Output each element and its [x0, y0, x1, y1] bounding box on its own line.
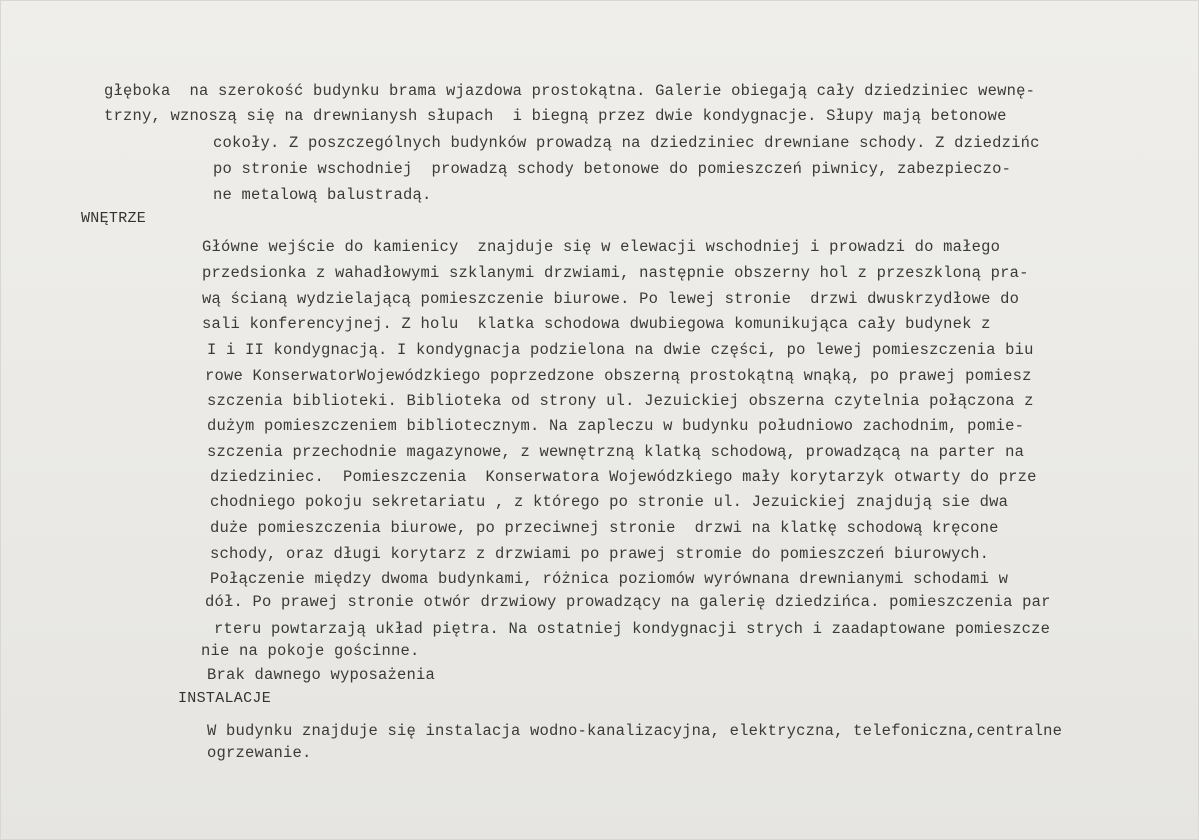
- interior-line-15: dół. Po prawej stronie otwór drzwiowy prowadzący na galerię dziedzińca. pomieszczenia par: [205, 593, 1051, 611]
- interior-line-4: sali konferencyjnej. Z holu klatka schodowa dwubiegowa komunikująca cały budynek z: [202, 315, 991, 333]
- interior-line-13: schody, oraz długi korytarz z drzwiami po prawej stromie do pomieszczeń biurowych.: [210, 545, 990, 563]
- interior-line-6: rowe KonserwatorWojewódzkiego poprzedzone obszerną prostokątną wnąką, po prawej pomiesz: [205, 367, 1032, 385]
- interior-line-2: przedsionka z wahadłowymi szklanymi drzwiami, następnie obszerny hol z przeszkloną pra-: [202, 264, 1029, 282]
- interior-line-18: Brak dawnego wyposażenia: [207, 666, 436, 684]
- interior-line-3: wą ścianą wydzielającą pomieszczenie biurowe. Po lewej stronie drzwi dwuskrzydłowe do: [202, 290, 1020, 308]
- intro-line-4: po stronie wschodniej prowadzą schody betonowe do pomieszczeń piwnicy, zabezpieczo-: [213, 160, 1012, 178]
- installations-line-1: W budynku znajduje się instalacja wodno-kanalizacyjna, elektryczna, telefoniczna,centralne: [207, 722, 1063, 740]
- interior-line-11: chodniego pokoju sekretariatu , z którego po stronie ul. Jezuickiej znajdują sie dwa: [210, 493, 1009, 511]
- interior-line-10: dziedziniec. Pomieszczenia Konserwatora Wojewódzkiego mały korytarzyk otwarty do prze: [210, 468, 1037, 486]
- interior-line-12: duże pomieszczenia biurowe, po przeciwnej stronie drzwi na klatkę schodową kręcone: [210, 519, 999, 537]
- interior-line-9: szczenia przechodnie magazynowe, z wewnętrzną klatką schodową, prowadzącą na parter na: [207, 443, 1025, 461]
- interior-line-7: szczenia biblioteki. Biblioteka od strony ul. Jezuickiej obszerna czytelnia połączona z: [207, 392, 1034, 410]
- intro-line-1: głęboka na szerokość budynku brama wjazdowa prostokątna. Galerie obiegają cały dziedziniec wewnę-: [104, 82, 1036, 100]
- intro-line-3: cokoły. Z poszczególnych budynków prowadzą na dziedziniec drewniane schody. Z dziedzińc: [213, 134, 1040, 152]
- interior-line-17: nie na pokoje gościnne.: [201, 642, 420, 660]
- section-heading-installations: INSTALACJE: [178, 690, 272, 707]
- intro-line-2: trzny, wznoszą się na drewnianysh słupach i biegną przez dwie kondygnacje. Słupy mają betonowe: [104, 107, 1007, 125]
- interior-line-5: I i II kondygnacją. I kondygnacja podzielona na dwie części, po lewej pomieszczenia biu: [207, 341, 1034, 359]
- interior-line-16: rteru powtarzają układ piętra. Na ostatniej kondygnacji strych i zaadaptowane pomieszcze: [214, 620, 1051, 638]
- interior-line-8: dużym pomieszczeniem bibliotecznym. Na zapleczu w budynku południowo zachodnim, pomie-: [207, 417, 1025, 435]
- interior-line-14: Połączenie między dwoma budynkami, różnica poziomów wyrównana drewnianymi schodami w: [210, 570, 1009, 588]
- intro-line-5: ne metalową balustradą.: [213, 186, 432, 204]
- installations-line-2: ogrzewanie.: [207, 744, 312, 762]
- section-heading-interior: WNĘTRZE: [81, 210, 147, 227]
- interior-line-1: Główne wejście do kamienicy znajduje się w elewacji wschodniej i prowadzi do małego: [202, 238, 1001, 256]
